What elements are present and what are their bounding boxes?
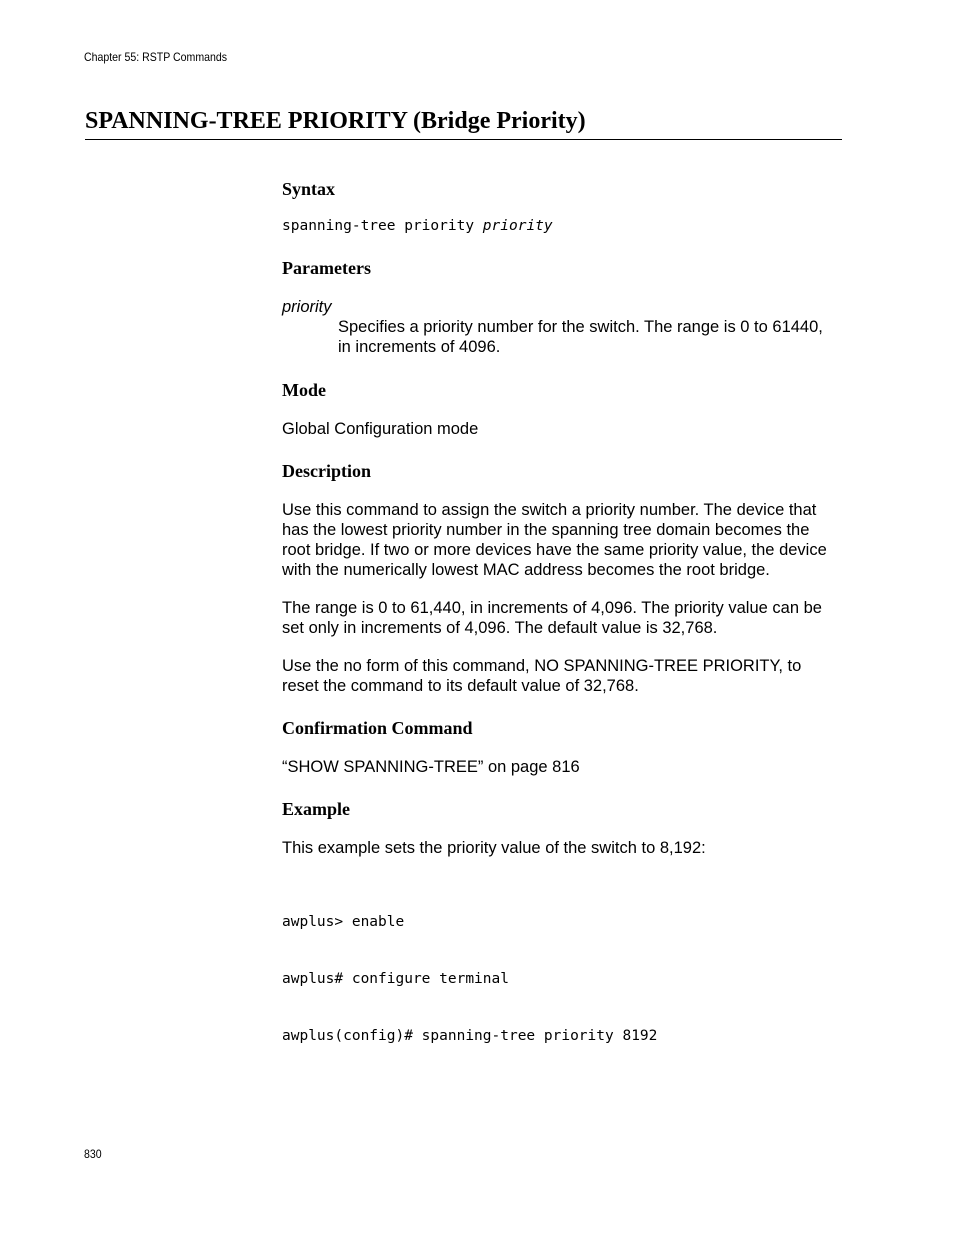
parameter-term: priority (282, 298, 332, 316)
chapter-header: Chapter 55: RSTP Commands (84, 50, 228, 64)
confirmation-heading: Confirmation Command (282, 718, 473, 738)
parameter-description-line: in increments of 4096. (338, 338, 501, 356)
paragraph-line: The range is 0 to 61,440, in increments of 4,096. The priority value can be (282, 599, 822, 617)
page-number: 830 (84, 1147, 102, 1161)
code-line: awplus(config)# spanning-tree priority 8192 (282, 1028, 658, 1044)
mode-text: Global Configuration mode (282, 420, 479, 438)
description-paragraph-2 (282, 598, 842, 638)
mode-heading: Mode (282, 380, 326, 400)
paragraph-line: Use this command to assign the switch a priority number. The device that (282, 501, 817, 519)
example-code (282, 875, 657, 1084)
paragraph-line: with the numerically lowest MAC address becomes the root bridge. (282, 561, 770, 579)
paragraph-line: reset the command to its default value of 32,768. (282, 677, 639, 695)
description-paragraph-3 (282, 656, 842, 696)
example-text: This example sets the priority value of the switch to 8,192: (282, 839, 706, 857)
page-title: SPANNING-TREE PRIORITY (Bridge Priority) (85, 108, 586, 134)
syntax-argument: priority (482, 218, 553, 234)
parameter-description-line: Specifies a priority number for the switch. The range is 0 to 61440, (338, 318, 823, 336)
description-heading: Description (282, 461, 371, 481)
description-paragraph-1 (282, 500, 842, 580)
paragraph-line: Use the no form of this command, NO SPANNING-TREE PRIORITY, to (282, 657, 802, 675)
confirmation-link[interactable]: “SHOW SPANNING-TREE” on page 816 (282, 758, 580, 776)
code-line: awplus# configure terminal (282, 971, 509, 987)
syntax-heading: Syntax (282, 179, 336, 199)
syntax-code (282, 217, 553, 236)
syntax-command: spanning-tree priority (282, 218, 483, 234)
paragraph-line: set only in increments of 4,096. The default value is 32,768. (282, 619, 718, 637)
parameters-heading: Parameters (282, 258, 371, 278)
code-line: awplus> enable (282, 914, 405, 930)
parameter-description (338, 317, 823, 357)
example-heading: Example (282, 799, 351, 819)
paragraph-line: root bridge. If two or more devices have the same priority value, the device (282, 541, 827, 559)
title-rule (85, 139, 842, 140)
paragraph-line: has the lowest priority number in the spanning tree domain becomes the (282, 521, 810, 539)
